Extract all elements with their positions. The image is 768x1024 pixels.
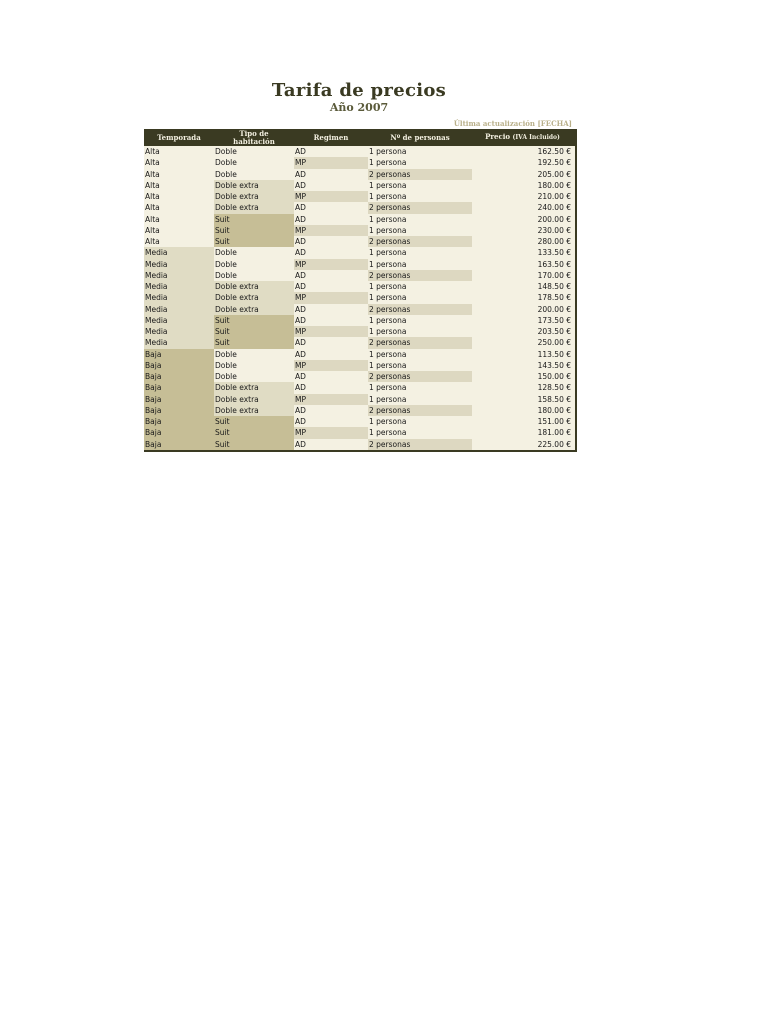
cell-tipo-habitacion: Doble: [215, 248, 237, 258]
cell-temporada: Baja: [144, 349, 214, 360]
cell-personas: 1 persona: [369, 428, 407, 438]
cell-regimen: AD: [295, 214, 306, 224]
cell-temporada: Baja: [144, 416, 214, 427]
cell-precio: 181.00 €: [537, 428, 571, 438]
table-row: [144, 236, 575, 247]
cell-precio: 203.50 €: [537, 327, 571, 336]
cell-precio: 230.00 €: [537, 225, 571, 235]
cell-precio: 178.50 €: [537, 293, 571, 303]
cell-precio: 133.50 €: [537, 248, 571, 258]
cell-personas: 1 persona: [369, 315, 407, 325]
cell-precio: 180.00 €: [537, 180, 571, 190]
header-tipo-line1: Tipo de: [239, 129, 269, 138]
cell-tipo-habitacion: Suit: [214, 214, 294, 225]
cell-personas: 2 personas: [368, 202, 472, 213]
cell-tipo-habitacion: Doble: [215, 372, 237, 381]
header-precio-label: Precio: [485, 132, 511, 141]
cell-personas: 1 persona: [369, 327, 407, 336]
cell-regimen: AD: [295, 169, 306, 179]
header-personas: Nº de personas: [390, 132, 450, 142]
table-row: [144, 247, 575, 258]
cell-temporada: Baja: [144, 371, 214, 382]
cell-personas: 2 personas: [368, 337, 472, 348]
cell-precio: 200.00 €: [537, 304, 571, 314]
table-row: [144, 292, 575, 303]
table-row: [144, 169, 575, 180]
cell-precio: 180.00 €: [537, 405, 571, 415]
cell-temporada: Baja: [144, 427, 214, 438]
cell-tipo-habitacion: Suit: [214, 225, 294, 236]
cell-temporada: Alta: [145, 147, 160, 156]
page-subtitle: Año 2007: [329, 101, 389, 114]
table-row: [144, 259, 575, 270]
cell-personas: 1 persona: [369, 383, 407, 393]
cell-regimen: MP: [294, 259, 368, 270]
cell-temporada: Media: [144, 281, 214, 292]
cell-regimen: MP: [294, 292, 368, 303]
table-header: [144, 129, 575, 146]
cell-tipo-habitacion: Doble: [215, 169, 237, 179]
cell-tipo-habitacion: Doble: [215, 360, 237, 370]
cell-temporada: Media: [144, 337, 214, 348]
table-row: [144, 405, 575, 416]
cell-regimen: AD: [295, 417, 306, 426]
table-row: [144, 326, 575, 337]
cell-precio: 250.00 €: [537, 338, 571, 348]
cell-tipo-habitacion: Doble extra: [214, 191, 294, 202]
header-regimen: Regimen: [313, 132, 349, 142]
header-tipo-line2: habitación: [233, 136, 275, 146]
table-row: [144, 349, 575, 360]
cell-regimen: AD: [295, 338, 306, 348]
cell-personas: 1 persona: [369, 417, 407, 426]
cell-regimen: MP: [294, 225, 368, 236]
cell-regimen: AD: [295, 372, 306, 381]
table-row: [144, 439, 575, 450]
table-row: [144, 360, 575, 371]
cell-temporada: Alta: [145, 214, 160, 224]
cell-regimen: AD: [295, 304, 306, 314]
cell-personas: 1 persona: [369, 282, 407, 291]
cell-precio: 280.00 €: [537, 237, 571, 246]
cell-personas: 1 persona: [369, 180, 407, 190]
cell-personas: 2 personas: [368, 236, 472, 247]
cell-tipo-habitacion: Doble: [215, 158, 237, 168]
page-title: Tarifa de precios: [271, 80, 447, 101]
cell-tipo-habitacion: Suit: [214, 439, 294, 450]
cell-precio: 240.00 €: [537, 203, 571, 213]
table-row: [144, 315, 575, 326]
table-row: [144, 180, 575, 191]
cell-tipo-habitacion: Suit: [214, 427, 294, 438]
cell-regimen: MP: [294, 157, 368, 168]
cell-temporada: Media: [144, 292, 214, 303]
header-tipo-habitacion: [214, 129, 294, 146]
table-row: [144, 270, 575, 281]
cell-precio: 192.50 €: [537, 158, 571, 168]
cell-tipo-habitacion: Doble extra: [214, 394, 294, 405]
cell-temporada: Baja: [144, 439, 214, 450]
cell-temporada: Alta: [145, 180, 160, 190]
cell-tipo-habitacion: Doble extra: [214, 304, 294, 315]
table-row: [144, 337, 575, 348]
cell-precio: 170.00 €: [537, 270, 571, 280]
cell-personas: 1 persona: [369, 225, 407, 235]
cell-tipo-habitacion: Doble extra: [214, 180, 294, 191]
cell-regimen: AD: [295, 248, 306, 258]
cell-precio: 148.50 €: [537, 282, 571, 291]
cell-personas: 1 persona: [369, 147, 407, 156]
cell-precio: 200.00 €: [537, 214, 571, 224]
cell-precio: 158.50 €: [537, 394, 571, 404]
cell-precio: 113.50 €: [537, 349, 571, 359]
header-temporada: Temporada: [157, 132, 201, 142]
cell-temporada: Baja: [144, 360, 214, 371]
cell-precio: 173.50 €: [537, 315, 571, 325]
cell-tipo-habitacion: Suit: [214, 315, 294, 326]
table-row: [144, 191, 575, 202]
last-updated-note: Última actualización [FECHA]: [453, 119, 572, 128]
cell-regimen: MP: [294, 394, 368, 405]
table-row: [144, 146, 575, 157]
cell-temporada: Alta: [145, 192, 160, 201]
cell-regimen: AD: [295, 383, 306, 393]
cell-tipo-habitacion: Doble extra: [214, 202, 294, 213]
cell-regimen: AD: [295, 315, 306, 325]
cell-temporada: Alta: [145, 237, 160, 246]
cell-tipo-habitacion: Doble: [215, 349, 237, 359]
cell-personas: 1 persona: [369, 248, 407, 258]
cell-personas: 1 persona: [369, 394, 407, 404]
cell-personas: 2 personas: [368, 371, 472, 382]
cell-regimen: MP: [294, 427, 368, 438]
cell-personas: 2 personas: [368, 405, 472, 416]
cell-tipo-habitacion: Doble: [215, 270, 237, 280]
cell-precio: 210.00 €: [537, 192, 571, 201]
cell-personas: 1 persona: [369, 259, 407, 269]
cell-temporada: Media: [144, 270, 214, 281]
table-row: [144, 214, 575, 225]
cell-personas: 2 personas: [368, 169, 472, 180]
cell-temporada: Media: [144, 259, 214, 270]
cell-personas: 1 persona: [369, 158, 407, 168]
cell-regimen: AD: [295, 282, 306, 291]
cell-temporada: Media: [144, 315, 214, 326]
cell-regimen: AD: [295, 405, 306, 415]
cell-personas: 2 personas: [368, 304, 472, 315]
cell-regimen: AD: [295, 349, 306, 359]
table-row: [144, 382, 575, 393]
cell-precio: 151.00 €: [537, 417, 571, 426]
cell-regimen: MP: [294, 360, 368, 371]
cell-precio: 162.50 €: [537, 147, 571, 156]
cell-temporada: Alta: [145, 169, 160, 179]
cell-personas: 2 personas: [368, 270, 472, 281]
cell-regimen: AD: [295, 237, 306, 246]
cell-regimen: MP: [294, 191, 368, 202]
cell-temporada: Media: [144, 247, 214, 258]
cell-temporada: Alta: [145, 203, 160, 213]
cell-personas: 2 personas: [368, 439, 472, 450]
table-row: [144, 202, 575, 213]
cell-personas: 1 persona: [369, 349, 407, 359]
cell-tipo-habitacion: Suit: [214, 236, 294, 247]
table-row: [144, 371, 575, 382]
cell-tipo-habitacion: Doble: [215, 259, 237, 269]
cell-precio: 128.50 €: [537, 383, 571, 393]
price-table: [144, 129, 577, 452]
table-row: [144, 225, 575, 236]
cell-tipo-habitacion: Doble: [215, 147, 237, 156]
cell-temporada: Alta: [145, 158, 160, 168]
cell-regimen: AD: [295, 439, 306, 449]
cell-temporada: Media: [144, 304, 214, 315]
cell-temporada: Baja: [144, 382, 214, 393]
cell-regimen: AD: [295, 203, 306, 213]
cell-tipo-habitacion: Doble extra: [214, 382, 294, 393]
cell-personas: 1 persona: [369, 360, 407, 370]
cell-temporada: Alta: [145, 225, 160, 235]
cell-regimen: AD: [295, 147, 306, 156]
table-row: [144, 281, 575, 292]
cell-precio: 143.50 €: [537, 360, 571, 370]
cell-tipo-habitacion: Doble extra: [214, 405, 294, 416]
cell-tipo-habitacion: Doble extra: [214, 281, 294, 292]
header-precio-note: (IVA Incluido): [512, 134, 560, 141]
cell-personas: 1 persona: [369, 214, 407, 224]
table-body: [144, 146, 575, 450]
table-row: [144, 394, 575, 405]
cell-tipo-habitacion: Suit: [214, 337, 294, 348]
table-row: [144, 427, 575, 438]
cell-personas: 1 persona: [369, 192, 407, 201]
cell-precio: 150.00 €: [537, 372, 571, 381]
cell-tipo-habitacion: Doble extra: [214, 292, 294, 303]
cell-temporada: Media: [144, 326, 214, 337]
cell-personas: 1 persona: [369, 293, 407, 303]
table-row: [144, 304, 575, 315]
cell-tipo-habitacion: Suit: [214, 326, 294, 337]
cell-regimen: AD: [295, 270, 306, 280]
cell-tipo-habitacion: Suit: [214, 416, 294, 427]
table-row: [144, 157, 575, 168]
cell-regimen: MP: [294, 326, 368, 337]
cell-temporada: Baja: [144, 405, 214, 416]
header-precio: [472, 133, 573, 142]
cell-precio: 163.50 €: [537, 259, 571, 269]
cell-temporada: Baja: [144, 394, 214, 405]
table-row: [144, 416, 575, 427]
cell-precio: 225.00 €: [537, 439, 571, 449]
cell-regimen: AD: [295, 180, 306, 190]
cell-precio: 205.00 €: [537, 169, 571, 179]
